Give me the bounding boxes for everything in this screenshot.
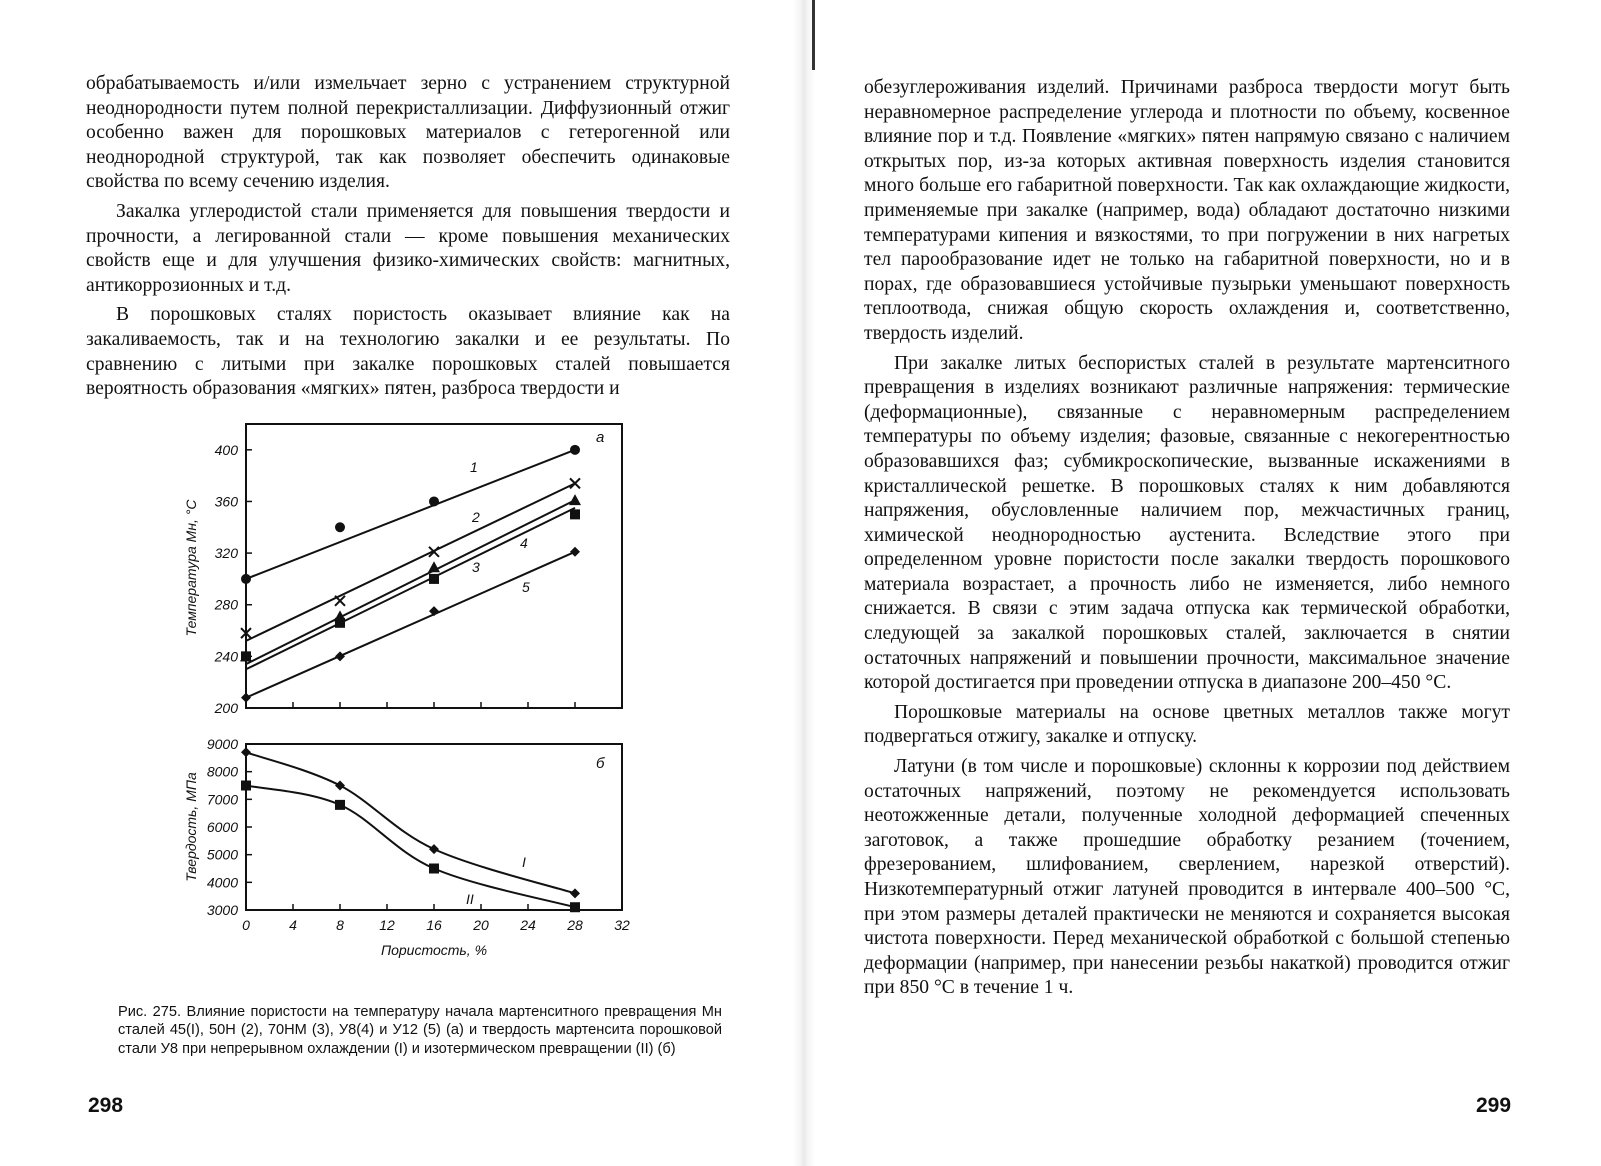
panel-b-series-line-II (246, 786, 575, 908)
panel-a-series-label-5: 5 (522, 579, 530, 595)
panel-a-label: а (596, 429, 605, 446)
panel-a-series-line-5 (246, 552, 575, 698)
panel-a-series-line-1 (246, 450, 575, 579)
figure-275 (170, 412, 650, 972)
right-paragraph-4: Латуни (в том числе и порошковые) склонны к коррозии под действием остаточных напряжений, поэтому не рекомендуется использовать неотожженные детали, полученные холодной деформацией спеченных заготовок, а также прошедшие обработку резанием (точением, фрезерованием, шлифованием, сверлением, нарезкой отверстий). Низкотемпературный отжиг латуней проводится в интервале 400–500 °С, при этом размеры деталей практически не меняются и сохраняется высокая чистота поверхности. Перед механической обработкой с большой степенью деформации (например, при нанесении резьбы накаткой) проводится отжиг при 850 °С в течение 1 ч. (864, 756, 1510, 999)
panel-a-series-label-1: 1 (470, 459, 478, 475)
panel-b-x-tick-label: 28 (567, 917, 583, 933)
panel-b-y-tick-label: 6000 (206, 819, 238, 835)
panel-a-point-5 (570, 547, 580, 557)
panel-b-frame (246, 744, 622, 910)
panel-b-point-I (429, 844, 439, 854)
panel-a-series-label-2: 2 (472, 509, 480, 525)
panel-b-point-II (241, 781, 251, 791)
panel-b-point-I (241, 747, 251, 757)
panel-a-point-5 (241, 693, 251, 703)
right-paragraph-3: Порошковые материалы на основе цветных металлов также могут подвергаться отжигу, закалке и отпуску. (864, 701, 1510, 748)
right-page (800, 0, 1601, 1166)
panel-a-point-3 (569, 494, 581, 505)
panel-b-x-tick-label: 12 (379, 917, 395, 933)
panel-b-y-tick-label: 9000 (206, 736, 238, 752)
panel-a-y-tick-label: 280 (214, 596, 238, 613)
chart-panel-a (183, 424, 622, 716)
left-paragraph-3: В порошковых сталях пористость оказывает влияние как на закаливаемость, так и на технологию закалки и ее результаты. По сравнению с литыми при закалке порошковых сталей повышается вероятность образования «мягких» пятен, разброса твердости и (86, 304, 730, 400)
page-number-right: 299 (1476, 1094, 1512, 1117)
panel-a-point-3 (428, 561, 440, 572)
panel-b-x-tick-label: 16 (426, 917, 442, 933)
panel-a-point-4 (241, 651, 251, 661)
panel-a-y-tick-label: 200 (214, 700, 238, 716)
panel-a-series-line-2 (246, 483, 575, 640)
panel-a-point-1 (570, 445, 580, 455)
panel-b-x-tick-label: 8 (336, 917, 344, 933)
panel-a-point-1 (335, 522, 345, 532)
panel-b-point-I (335, 781, 345, 791)
panel-b-y-tick-label: 3000 (206, 902, 238, 918)
panel-b-point-II (570, 902, 580, 912)
panel-a-y-tick-label: 400 (214, 441, 238, 458)
panel-a-point-4 (570, 509, 580, 519)
right-paragraph-2: При закалке литых беспористых сталей в результате мартенситного превращения в изделиях возникают различные напряжения: термические (деформационные), связанные с неравномерным распределением температуры по объему изделия; фазовые, связанные с некогерентностью образовавшихся фаз; субмикроскопические, вызванные искажениями в кристаллической решетке. В порошковых сталях к ним добавляются напряжения, обусловленные наличием пор, межчастичных границ, химической неоднородностью аустенита. Вследствие этого при определенном уровне пористости после закалки твердость порошкового материала возрастает, а прочность либо не изменяется, либо немного снижается. В связи с этим задача отпуска как термической обработки, следующей за закалкой порошковых сталей, заключается в снятии остаточных напряжений и повышении прочности, максимальное значение которой достигается при проведении отпуска в диапазоне 200–450 °С. (864, 352, 1510, 694)
left-paragraph-1: обрабатываемость и/или измельчает зерно с устранением структурной неоднородности путем полной перекристаллизации. Диффузионный отжиг особенно важен для порошковых материалов с гетерогенной или неоднородной структурой, так как позволяет обеспечить одинаковые свойства по всему сечению изделия. (86, 73, 730, 193)
panel-b-series-line-I (246, 752, 575, 893)
panel-a-series-label-4: 4 (520, 535, 528, 551)
left-page-text (86, 72, 730, 407)
figure-caption: Рис. 275. Влияние пористости на температуру начала мартенситного превращения Mн сталей 45(I), 50Н (2), 70НМ (3), У8(4) и У12 (5) (а) и твердость мартенсита порошковой стали У8 при непрерывном охлаждении (I) и изотермическом превращении (II) (б) (118, 1004, 722, 1057)
panel-b-point-I (570, 888, 580, 898)
panel-b-y-tick-label: 4000 (206, 874, 238, 891)
panel-a-series-label-3: 3 (472, 559, 480, 575)
panel-b-x-tick-label: 24 (520, 917, 536, 933)
panel-b-point-II (429, 864, 439, 874)
left-page (0, 0, 790, 1166)
panel-b-x-tick-label: 32 (614, 917, 630, 933)
panel-b-series-label-II: II (466, 891, 474, 907)
panel-b-y-axis-title: Твердость, МПа (183, 772, 199, 882)
right-page-text (864, 76, 1510, 1006)
panel-a-point-4 (335, 618, 345, 628)
panel-a-point-2 (335, 596, 345, 606)
page-number-left: 298 (88, 1094, 124, 1117)
panel-b-y-tick-label: 7000 (206, 791, 238, 808)
panel-b-series-label-I: I (522, 854, 526, 870)
left-paragraph-2: Закалка углеродистой стали применяется для повышения твердости и прочности, а легированной стали — кроме повышения механических свойств еще и для улучшения физико-химических свойств: магнитных, антикоррозионных и т.д. (86, 200, 730, 296)
panel-b-x-axis-title: Пористость, % (380, 942, 488, 958)
panel-b-y-tick-label: 8000 (206, 763, 238, 780)
right-paragraph-1: обезуглероживания изделий. Причинами разброса твердости могут быть неравномерное распределение углерода и плотности по объему, косвенное влияние пор и т.д. Появление «мягких» пятен напрямую связано с наличием открытых пор, из-за которых активная поверхность изделия становится много больше его габаритной поверхности. Так как охлаждающие жидкости, применяемые при закалке (например, вода) обладают достаточно низкими температурами кипения и вязкостями, то при погружении в них нагретых тел парообразование идет не только на габаритной поверхности, но и в порах, где образовавшиеся устойчивые пузырьки уменьшают поверхность теплоотвода, снижая общую скорость охлаждения и, соответственно, твердость изделий. (864, 77, 1510, 344)
panel-a-y-axis-title: Температура Mн, °C (183, 499, 199, 637)
panel-a-point-5 (429, 606, 439, 616)
panel-b-y-tick-label: 5000 (206, 846, 238, 863)
panel-a-y-tick-label: 360 (214, 493, 238, 510)
panel-a-point-5 (335, 651, 345, 661)
panel-a-point-1 (429, 496, 439, 506)
chart-panel-b (183, 736, 630, 958)
panel-b-x-tick-label: 4 (289, 917, 297, 933)
panel-b-x-tick-label: 0 (242, 917, 250, 933)
panel-a-y-tick-label: 240 (214, 648, 238, 665)
panel-a-point-1 (241, 574, 251, 584)
panel-b-label: б (596, 755, 605, 772)
panel-b-point-II (335, 800, 345, 810)
panel-a-point-4 (429, 574, 439, 584)
panel-a-y-tick-label: 320 (214, 545, 238, 562)
panel-a-point-2 (570, 478, 580, 488)
panel-b-x-tick-label: 20 (473, 917, 489, 933)
